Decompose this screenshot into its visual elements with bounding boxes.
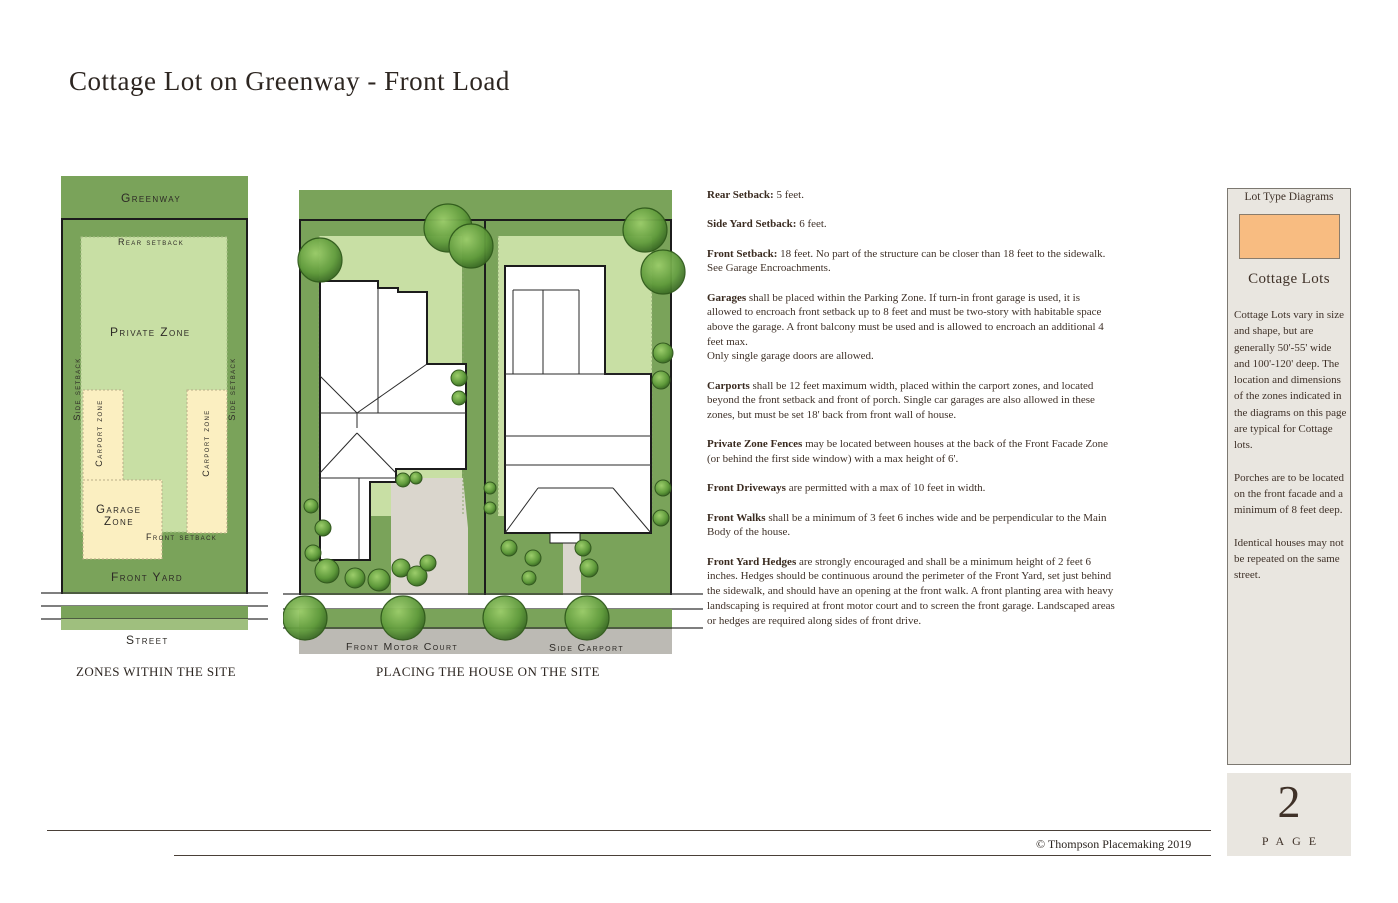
rule-text: may be located between houses at the back of the Front Facade Zone (or behind the first side window) with a max height of 6'. xyxy=(707,438,1109,466)
rule-garages xyxy=(707,291,1117,365)
rule-term: Front Setback: xyxy=(707,247,778,260)
rule-front-setback xyxy=(707,247,1117,276)
rule-front-driveways xyxy=(707,481,1117,496)
side-carport-label: Side Carport xyxy=(549,642,625,654)
page-title: Cottage Lot on Greenway - Front Load xyxy=(69,66,510,96)
front-yard-label: Front Yard xyxy=(111,570,184,584)
front-motor-court-label: Front Motor Court xyxy=(346,641,459,653)
zones-diagram xyxy=(40,175,270,655)
rule-text: 18 feet. No part of the structure can be closer than 18 feet to the sidewalk. See Garage Encroachments. xyxy=(707,247,1106,275)
page-number: 2 xyxy=(1277,776,1301,827)
rule-term: Private Zone Fences xyxy=(707,438,803,451)
carport-zone-left-label: Carport zone xyxy=(94,399,104,467)
rule-term: Front Yard Hedges xyxy=(707,555,797,568)
rule-term: Garages xyxy=(707,291,747,304)
rule-carports xyxy=(707,379,1117,423)
rule-rear-setback xyxy=(707,188,1117,203)
street-label: Street xyxy=(126,633,169,647)
lot-type-color-swatch xyxy=(1239,214,1340,259)
page-word: PAGE xyxy=(1261,834,1325,848)
side-setback-right-label: Side setback xyxy=(227,357,237,421)
rule-term: Front Driveways xyxy=(707,482,786,495)
rule-term: Rear Setback: xyxy=(707,189,774,201)
garage-zone-label-line2: Zone xyxy=(104,516,134,528)
rule-text: are permitted with a max of 10 feet in width. xyxy=(785,482,986,495)
rule-text: 5 feet. xyxy=(773,189,804,201)
copyright-notice: © Thompson Placemaking 2019 xyxy=(1036,837,1192,851)
rule-term: Front Walks xyxy=(707,511,766,524)
carport-zone-right-label: Carport zone xyxy=(201,409,211,477)
footer-rule-top xyxy=(47,830,1211,831)
rule-text: are strongly encouraged and shall be a minimum height of 2 feet 6 inches. Hedges should be continuous around the perimeter of the Front Yard, set just behind the sidewalk, and should have an opening at the front walk. A front planting area with heavy landscaping is required at front motor court and to screen the front garage. Landscaped areas or hedges are required along sides of front drive. xyxy=(707,555,1115,627)
rule-text: 6 feet. xyxy=(796,218,827,231)
greenway-label: Greenway xyxy=(121,191,182,205)
private-zone-label: Private Zone xyxy=(110,325,191,339)
lot-type-sidebar xyxy=(1227,188,1351,765)
design-rules xyxy=(707,188,1117,643)
site-plan-caption: PLACING THE HOUSE ON THE SITE xyxy=(376,664,600,679)
front-setback-label: Front setback xyxy=(146,532,218,542)
sidebar-paragraph: Identical houses may not be repeated on the same street. xyxy=(1234,536,1344,582)
rear-setback-label: Rear setback xyxy=(118,237,185,247)
zones-caption: ZONES WITHIN THE SITE xyxy=(76,664,236,679)
lot-type-name: Cottage Lots xyxy=(1248,271,1330,287)
rule-text-extra: Only single garage doors are allowed. xyxy=(707,350,874,363)
rule-text: shall be a minimum of 3 feet 6 inches wide and be perpendicular to the Main Body of the house. xyxy=(707,511,1107,539)
garage-zone-label-line1: Garage xyxy=(96,504,142,516)
rule-text: shall be placed within the Parking Zone. If turn-in front garage is used, it is allowed to encroach front setback up to 8 feet and must be two-story with habitable space above the garage. A front balcony must be used and is allowed to encroach an additional 4 feet max. xyxy=(707,291,1104,348)
rule-front-walks xyxy=(707,511,1117,540)
rule-term: Side Yard Setback: xyxy=(707,218,797,231)
footer-rule-bottom xyxy=(174,855,1211,856)
sidebar-paragraph: Cottage Lots vary in size and shape, but are generally 50'-55' wide and 100'-120' deep. The location and dimensions of the zones indicated in the diagrams on this page are typical for Cottage lots. xyxy=(1234,309,1347,452)
sidebar-heading: Lot Type Diagrams xyxy=(1244,191,1334,203)
rule-text: shall be 12 feet maximum width, placed within the carport zones, and located beyond the front setback and front of porch. Single car garages are also allowed in these zones, but must be set 18' back from front wall of house. xyxy=(707,379,1095,422)
site-plan-drawing xyxy=(283,188,703,658)
sidebar-paragraph: Porches are to be located on the front facade and a minimum of 8 feet deep. xyxy=(1234,471,1344,517)
page-number-box xyxy=(1227,773,1351,856)
rule-private-zone-fences xyxy=(707,437,1117,466)
side-setback-left-label: Side setback xyxy=(72,357,82,421)
rule-term: Carports xyxy=(707,379,750,392)
rule-front-yard-hedges xyxy=(707,555,1117,629)
sidebar-description xyxy=(1234,307,1350,599)
site-plan-diagram xyxy=(283,188,703,658)
rule-side-yard-setback xyxy=(707,217,1117,232)
